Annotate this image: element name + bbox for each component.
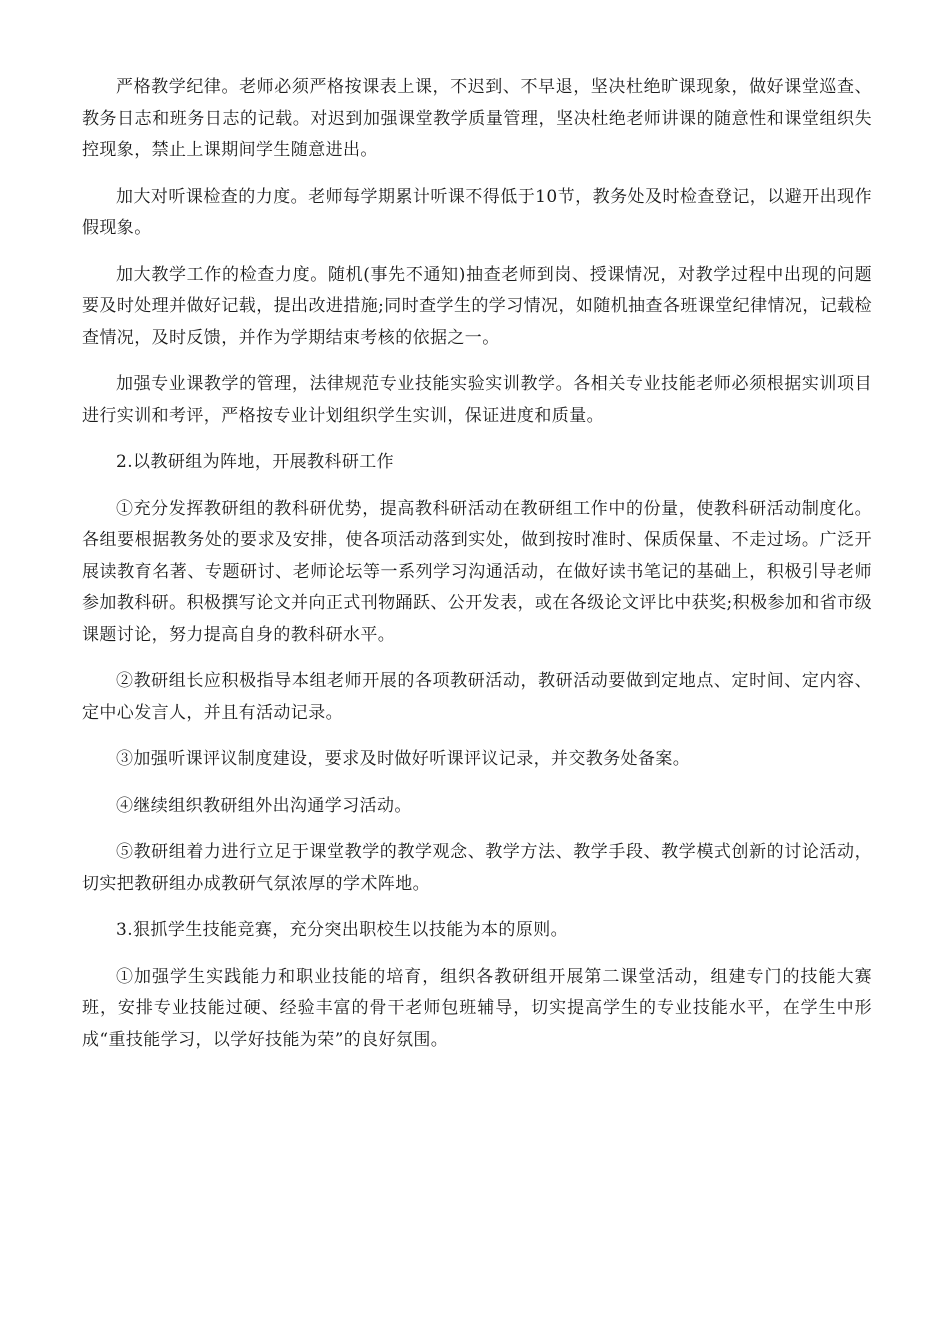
paragraph-lesson-observation: 加大对听课检查的力度。老师每学期累计听课不得低于10节，教务处及时检查登记，以避开出现作假现象。 xyxy=(82,186,872,238)
paragraph-teaching-inspection: 加大教学工作的检查力度。随机(事先不通知)抽查老师到岗、授课情况，对教学过程中出现的问题要及时处理并做好记载，提出改进措施;同时查学生的学习情况，如随机抽查各班课堂纪律情况，记载检查情况，及时反馈，并作为学期结束考核的依据之一。 xyxy=(82,264,872,348)
paragraph-item-3: ③加强听课评议制度建设，要求及时做好听课评议记录，并交教务处备案。 xyxy=(116,749,691,769)
section-heading-2: 2.以教研组为阵地，开展教科研工作 xyxy=(116,452,395,472)
section-heading-3: 3.狠抓学生技能竞赛，充分突出职校生以技能为本的原则。 xyxy=(116,920,569,940)
paragraph-item-2: ②教研组长应积极指导本组老师开展的各项教研活动，教研活动要做到定地点、定时间、定内容、定中心发言人，并且有活动记录。 xyxy=(82,671,872,723)
paragraph-item-1: ①充分发挥教研组的教科研优势，提高教科研活动在教研组工作中的份量，使教科研活动制度化。各组要根据教务处的要求及安排，使各项活动落到实处，做到按时准时、保质保量、不走过场。广泛开展读教育名著、专题研讨、老师论坛等一系列学习沟通活动，在做好读书笔记的基础上，积极引导老师参加教科研。积极撰写论文并向正式刊物踊跃、公开发表，或在各级论文评比中获奖;积极参加和省市级课题讨论，努力提高自身的教科研水平。 xyxy=(82,498,872,645)
document-page xyxy=(82,72,872,1071)
paragraph-classroom-discipline: 严格教学纪律。老师必须严格按课表上课，不迟到、不早退，坚决杜绝旷课现象，做好课堂巡查、教务日志和班务日志的记载。对迟到加强课堂教学质量管理，坚决杜绝老师讲课的随意性和课堂组织失控现象，禁止上课期间学生随意进出。 xyxy=(82,77,872,160)
paragraph-item-4: ④继续组织教研组外出沟通学习活动。 xyxy=(116,795,412,816)
paragraph-skills-item-1: ①加强学生实践能力和职业技能的培育，组织各教研组开展第二课堂活动，组建专门的技能大赛班，安排专业技能过硬、经验丰富的骨干老师包班辅导，切实提高学生的专业技能水平，在学生中形成“重技能学习，以学好技能为荣”的良好氛围。 xyxy=(82,966,872,1050)
paragraph-item-5: ⑤教研组着力进行立足于课堂教学的教学观念、教学方法、教学手段、教学模式创新的讨论活动，切实把教研组办成教研气氛浓厚的学术阵地。 xyxy=(82,842,872,894)
paragraph-professional-course: 加强专业课教学的管理，法律规范专业技能实验实训教学。各相关专业技能老师必须根据实训项目进行实训和考评，严格按专业计划组织学生实训，保证进度和质量。 xyxy=(82,374,872,426)
